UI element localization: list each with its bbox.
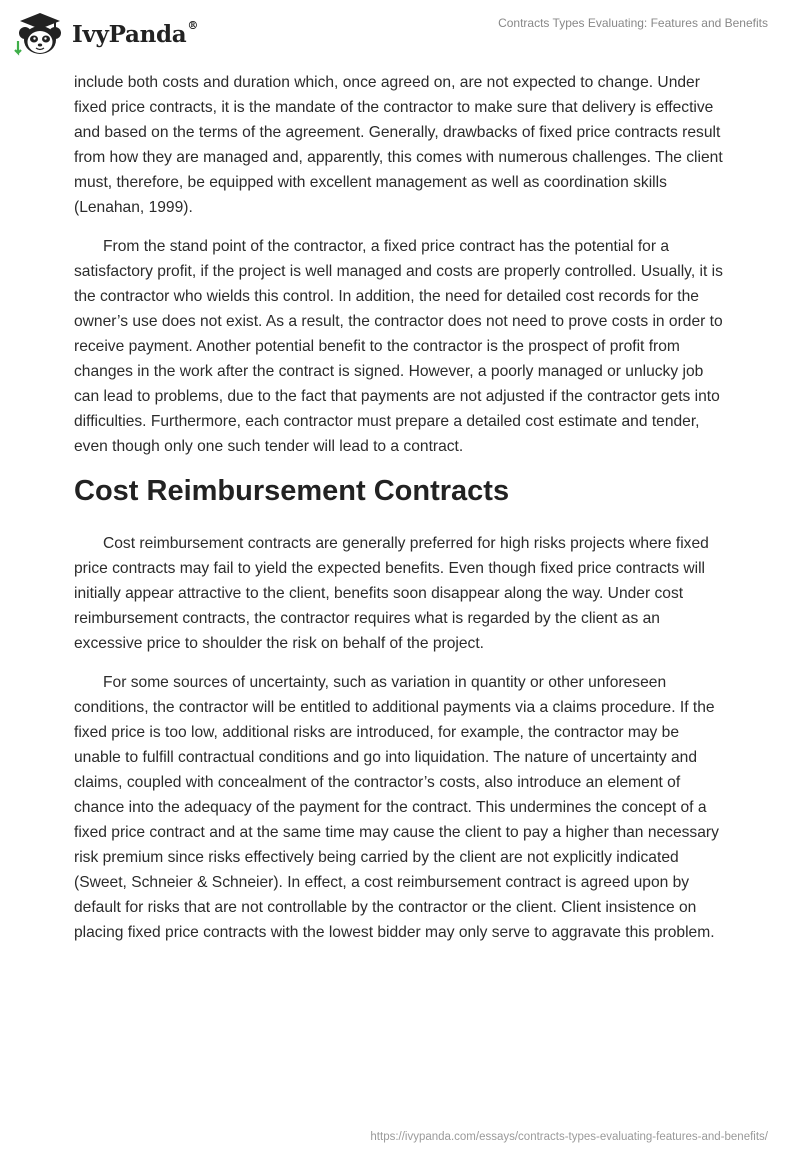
paragraph-1: include both costs and duration which, once agreed on, are not expected to change. Under fixed price contracts, it is the mandate of the contractor to make sure that delivery is effective and based on the terms of the agreement. Generally, drawbacks of fixed price contracts result from how they are managed and, apparently, this comes with numerous challenges. The client must, therefore, be equipped with excellent management as well as coordination skills (Lenahan, 1999). (74, 74, 723, 216)
page-title: Contracts Types Evaluating: Features and Benefits (498, 16, 768, 30)
paragraph-3: Cost reimbursement contracts are generally preferred for high risks projects where fixed price contracts may fail to yield the expected benefits. Even though fixed price contracts will initially appear attractive to the client, benefits soon disappear along the way. Under cost reimbursement contracts, the contractor requires what is regarded by the client as an excessive price to shoulder the risk on behalf of the project. (74, 535, 709, 652)
source-url[interactable]: https://ivypanda.com/essays/contracts-types-evaluating-features-and-benefits/ (370, 1131, 768, 1143)
article-body (74, 70, 726, 959)
panda-graduation-icon (14, 11, 66, 57)
ivypanda-logo[interactable] (14, 10, 198, 58)
paragraph-2: From the stand point of the contractor, a fixed price contract has the potential for a satisfactory profit, if the project is well managed and costs are properly controlled. Usually, it is the contractor who wields this control. In addition, the need for detailed cost records for the owner’s use does not exist. As a result, the contractor does not need to prove costs in order to receive payment. Another potential benefit to the contractor is the prospect of profit from changes in the work after the contract is signed. However, a poorly managed or unlucky job can lead to problems, due to the fact that payments are not adjusted if the contractor gets into difficulties. Furthermore, each contractor must prepare a detailed cost estimate and tender, even though only one such tender will lead to a contract. (74, 238, 723, 455)
paragraph-4: For some sources of uncertainty, such as variation in quantity or other unforeseen conditions, the contractor will be entitled to additional payments via a claims procedure. If the fixed price is too low, additional risks are introduced, for example, the contractor may be unable to fulfill contractual conditions and go into liquidation. The nature of uncertainty and claims, coupled with concealment of the contractor’s costs, also introduce an element of chance into the adequacy of the payment for the contract. This undermines the concept of a fixed price contract and at the same time may cause the client to pay a higher than necessary risk premium since risks effectively being carried by the client are not explicitly indicated (Sweet, Schneier & Schneier). In effect, a cost reimbursement contract is agreed upon by default for risks that are not controllable by the contractor or the client. Client insistence on placing fixed price contracts with the lowest bidder may only serve to aggravate this problem. (74, 674, 719, 941)
logo-text: IvyPanda® (72, 18, 199, 48)
section-heading: Cost Reimbursement Contracts (74, 475, 510, 507)
